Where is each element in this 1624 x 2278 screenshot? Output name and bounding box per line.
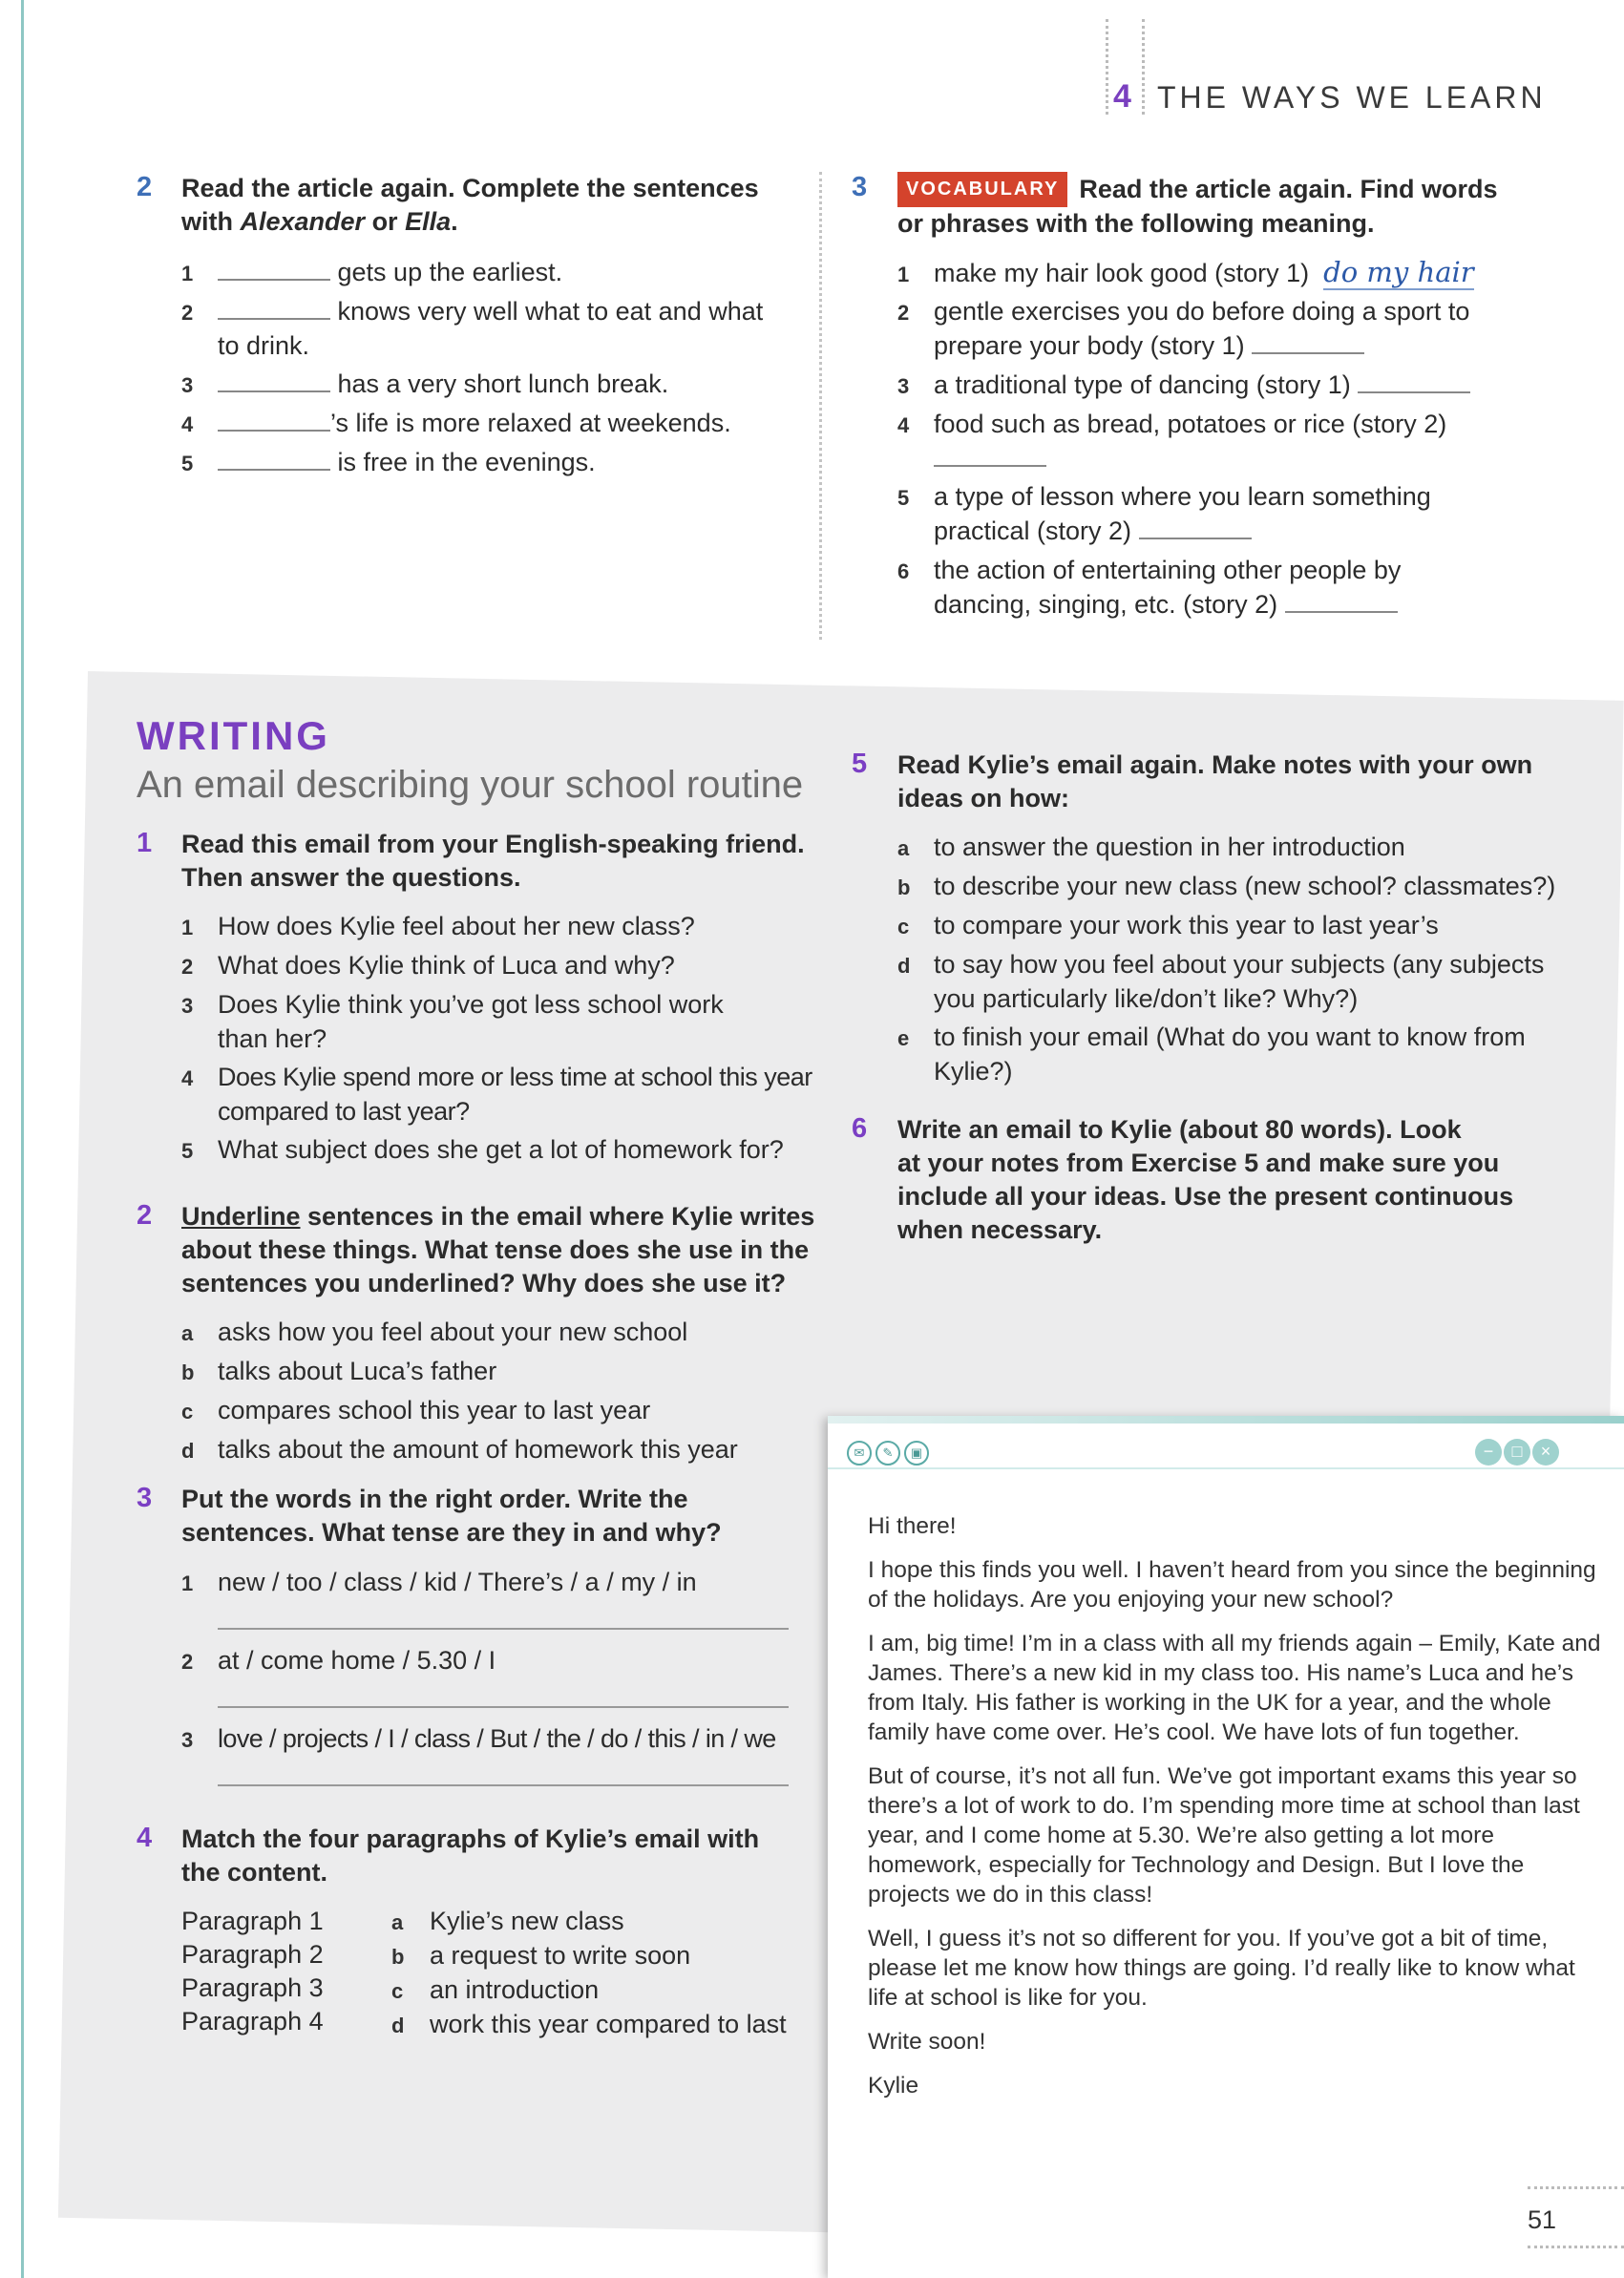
ex2-item-3: 3 has a very short lunch break. xyxy=(181,369,669,398)
ex3-answer-line-1[interactable] xyxy=(218,1628,789,1630)
header-divider-left xyxy=(1106,19,1108,115)
paragraph-label: Paragraph 4 xyxy=(181,2007,324,2035)
ex2-item-b: b talks about Luca’s father xyxy=(181,1357,497,1385)
email-paragraph-2: I am, big time! I’m in a class with all my friends again – Emily, Kate and James. There’s a new kid in my class too. His name’s Luca and he’s from Italy. His father is working in the UK for a year, and the whole family have come over. He’s cool. We have lots of fun together. xyxy=(868,1631,1601,1745)
ex5-item-c: c to compare your work this year to last year’s xyxy=(897,911,1439,939)
writing-ex6-instruction: Write an email to Kylie (about 80 words). Look at your notes from Exercise 5 and make sure you include all your ideas. Use the present continuous when necessary. xyxy=(897,1115,1514,1244)
ex2-item-4: 4 ’s life is more relaxed at weekends. xyxy=(181,409,731,437)
ex5-item-b: b to describe your new class (new school? classmates?) xyxy=(897,872,1556,900)
vocab-item-4: 4 food such as bread, potatoes or rice (story 2) xyxy=(897,408,1585,480)
vocab-blank-5[interactable] xyxy=(1139,517,1252,539)
vocab-item-3: 3 a traditional type of dancing (story 1) xyxy=(897,369,1585,408)
ex3-top-number: 3 xyxy=(852,172,868,202)
writing-ex3-number: 3 xyxy=(137,1483,153,1513)
writing-ex1-items xyxy=(181,910,821,1172)
ex4-paragraph-list xyxy=(181,1905,391,2038)
ex2-top-number: 2 xyxy=(137,172,153,202)
email-paragraph-3: But of course, it’s not all fun. We’ve got important exams this year so there’s a lot of work to do. I’m spending more time at school than last year, and I come home at 5.30. We’re also getting a lot more homework, especially for Technology and Design. But I love the projects we do in this class! xyxy=(868,1763,1580,1908)
ex3-answer-line-3[interactable] xyxy=(218,1784,789,1786)
minimize-icon[interactable]: − xyxy=(1475,1439,1502,1466)
ex2-item-a: a asks how you feel about your new school xyxy=(181,1318,688,1346)
ex3-prompt-3: 3 love / projects / I / class / But / the / do / this / in / we xyxy=(181,1724,776,1753)
page-edge-stripe xyxy=(21,0,24,2278)
email-paragraph-1: I hope this finds you well. I haven’t heard from you since the beginning of the holidays. Are you enjoying your new school? xyxy=(868,1557,1596,1613)
ex4-option-b: b a request to write soon xyxy=(391,1941,691,1970)
maximize-icon[interactable]: □ xyxy=(1504,1439,1530,1466)
ex3-answer-line-2[interactable] xyxy=(218,1706,789,1708)
paragraph-label: Paragraph 1 xyxy=(181,1907,324,1935)
ex3-prompt-1: 1 new / too / class / kid / There’s / a / my / in xyxy=(181,1568,697,1596)
email-toolbar xyxy=(828,1424,1624,1469)
mail-icon[interactable]: ✉ xyxy=(847,1441,872,1466)
ex1-question-5: 5 What subject does she get a lot of homework for? xyxy=(181,1135,784,1164)
unit-number: 4 xyxy=(1113,78,1131,115)
ex1-question-4: 4 Does Kylie spend more or less time at school this year compared to last year? xyxy=(181,1063,812,1126)
ex2-blank-1[interactable] xyxy=(218,258,330,281)
writing-ex4-number: 4 xyxy=(137,1823,153,1853)
ex4-option-c: c an introduction xyxy=(391,1975,600,2004)
attachment-icon[interactable]: ✎ xyxy=(875,1441,900,1466)
writing-subtitle: An email describing your school routine xyxy=(137,764,804,806)
ex1-question-2: 2 What does Kylie think of Luca and why? xyxy=(181,951,675,980)
paragraph-label: Paragraph 2 xyxy=(181,1940,324,1969)
vocab-blank-6[interactable] xyxy=(1285,590,1398,613)
ex4-option-d: d work this year compared to last xyxy=(391,2010,787,2038)
ex2-blank-3[interactable] xyxy=(218,369,330,392)
unit-title: THE WAYS WE LEARN xyxy=(1157,80,1547,115)
ex4-option-list xyxy=(391,1905,831,2042)
vocab-item-2: 2 gentle exercises you do before doing a sport to prepare your body (story 1) xyxy=(897,297,1470,360)
ex5-item-e: e to finish your email (What do you want to know from Kylie?) xyxy=(897,1023,1526,1086)
vocab-blank-3[interactable] xyxy=(1358,370,1470,393)
ex3-prompt-2: 2 at / come home / 5.30 / I xyxy=(181,1646,496,1675)
writing-ex1-number: 1 xyxy=(137,828,153,858)
ex3-top-instruction: VOCABULARY Read the article again. Find words or phrases with the following meaning. xyxy=(897,172,1585,241)
writing-ex5-number: 5 xyxy=(852,749,868,779)
ex2-item-5: 5 is free in the evenings. xyxy=(181,448,596,476)
writing-ex2-items xyxy=(181,1316,821,1472)
vocab-item-6: 6 the action of entertaining other people by dancing, singing, etc. (story 2) xyxy=(897,556,1402,619)
ex4-option-a: a Kylie’s new class xyxy=(391,1907,624,1935)
email-signature: Kylie xyxy=(868,2073,919,2099)
ex5-item-a: a to answer the question in her introduction xyxy=(897,833,1405,861)
vocab-item-5: 5 a type of lesson where you learn something practical (story 2) xyxy=(897,482,1431,545)
ex2-top-items xyxy=(181,256,792,485)
ex2-item-d: d talks about the amount of homework this year xyxy=(181,1435,738,1464)
vocab-item-1: 1 make my hair look good (story 1) do my hair xyxy=(897,256,1474,288)
ex2-item-2: 2 knows very well what to eat and what to drink. xyxy=(181,297,764,360)
writing-ex4-instruction: Match the four paragraphs of Kylie’s email with the content. xyxy=(181,1825,760,1887)
writing-ex3-instruction: Put the words in the right order. Write the sentences. What tense are they in and why? xyxy=(181,1485,722,1547)
ex2-blank-5[interactable] xyxy=(218,448,330,471)
paragraph-label: Paragraph 3 xyxy=(181,1973,324,2002)
email-body xyxy=(868,1511,1603,2115)
ex1-question-3: 3 Does Kylie think you’ve got less school work than her? xyxy=(181,990,724,1053)
column-divider xyxy=(819,172,822,640)
vocabulary-badge: VOCABULARY xyxy=(897,172,1067,207)
close-icon[interactable]: × xyxy=(1532,1439,1559,1466)
writing-ex5-instruction: Read Kylie’s email again. Make notes with your own ideas on how: xyxy=(897,750,1533,812)
vocab-blank-4[interactable] xyxy=(934,444,1046,467)
ex2-top-instruction: Read the article again. Complete the sentences with Alexander or Ella. xyxy=(181,174,759,236)
writing-title: WRITING xyxy=(137,713,330,758)
ex1-question-1: 1 How does Kylie feel about her new class? xyxy=(181,912,695,940)
writing-ex6-number: 6 xyxy=(852,1113,868,1144)
ex2-blank-4[interactable] xyxy=(218,409,330,432)
ex3-top-items xyxy=(897,256,1585,627)
email-window xyxy=(828,1416,1624,2278)
email-window-accent xyxy=(828,1416,1624,1424)
email-signoff: Write soon! xyxy=(868,2029,986,2055)
page-number-rule-bottom xyxy=(1528,2246,1624,2248)
ex2-blank-2[interactable] xyxy=(218,297,330,320)
email-paragraph-4: Well, I guess it’s not so different for you. If you’ve got a bit of time, please let me know how things are going. I’d really like to know what life at school is like for you. xyxy=(868,1926,1575,2011)
ex2-item-c: c compares school this year to last year xyxy=(181,1396,651,1424)
header-divider-right xyxy=(1142,19,1145,115)
writing-ex2-number: 2 xyxy=(137,1200,153,1231)
ex5-item-d: d to say how you feel about your subjects (any subjects you particularly like/don’t like? Why?) xyxy=(897,950,1545,1013)
ex2-item-1: 1 gets up the earliest. xyxy=(181,258,563,286)
writing-ex5-items xyxy=(897,831,1594,1093)
writing-ex1-instruction: Read this email from your English-speaking friend. Then answer the questions. xyxy=(181,830,805,892)
handwritten-answer: do my hair xyxy=(1323,256,1474,288)
writing-ex2-instruction: Underline sentences in the email where Kylie writes about these things. What tense does she use in the sentences you underlined? Why does she use it? xyxy=(181,1202,815,1297)
email-greeting: Hi there! xyxy=(868,1513,957,1539)
vocab-blank-2[interactable] xyxy=(1252,331,1364,354)
save-icon[interactable]: ▣ xyxy=(904,1441,929,1466)
page-number: 51 xyxy=(1528,2205,1557,2234)
page-number-rule-top xyxy=(1528,2186,1624,2189)
